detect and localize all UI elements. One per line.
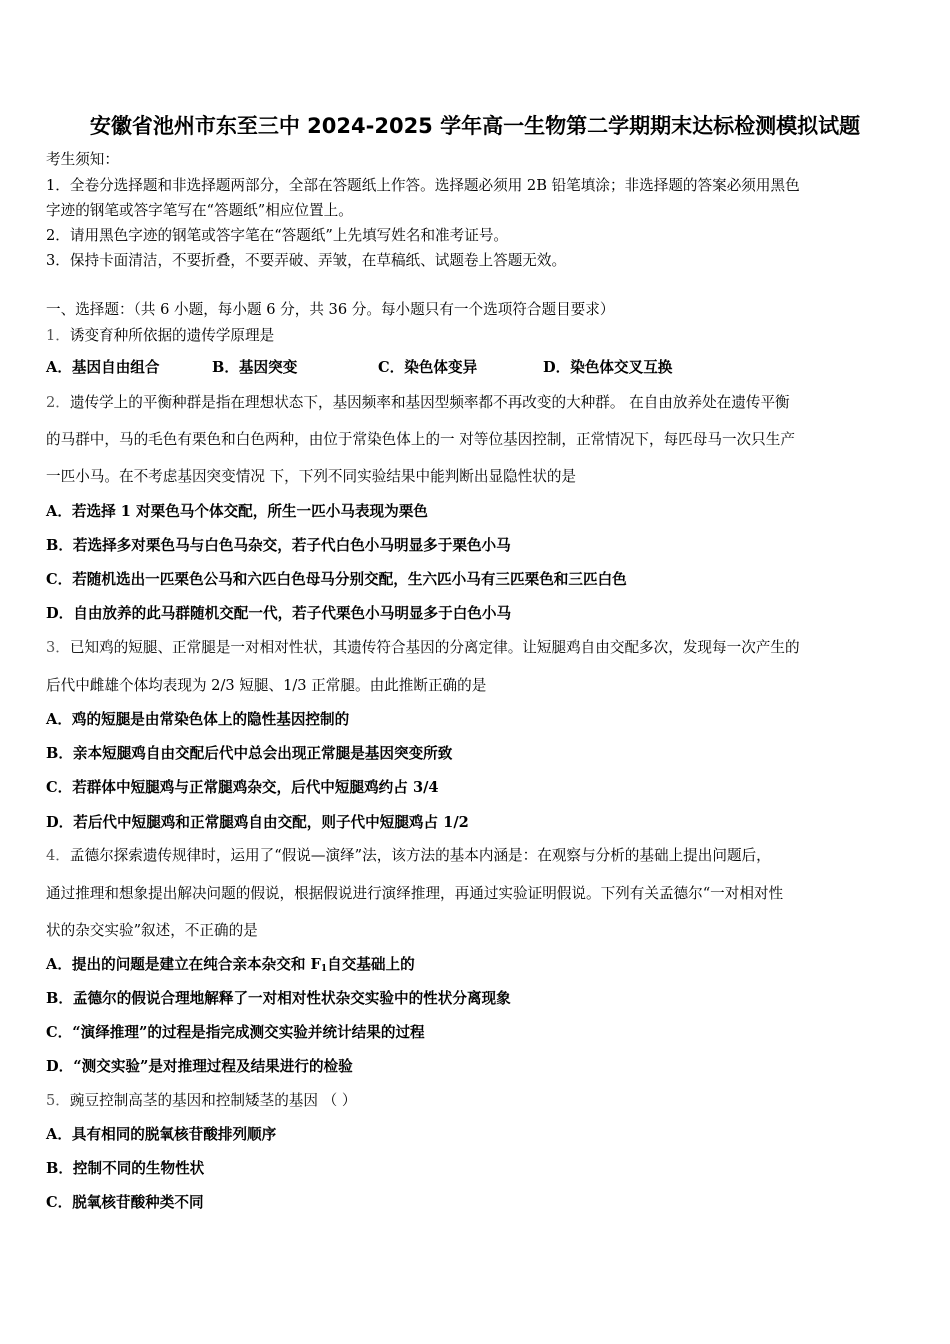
question-stem: 遗传学上的平衡种群是指在理想状态下，基因频率和基因型频率都不再改变的大种群。 在自由放养处在遗传平衡 — [69, 394, 790, 411]
option-d: D．自由放养的此马群随机交配一代，若子代栗色小马明显多于白色小马 — [46, 605, 512, 622]
subscript: 1 — [320, 964, 328, 974]
option-b: B．控制不同的生物性状 — [46, 1160, 205, 1177]
question-stem: 已知鸡的短腿、正常腿是一对相对性状，其遗传符合基因的分离定律。让短腿鸡自由交配多次，发现每一次产生的 — [69, 639, 800, 656]
notice-line: 字迹的钢笔或答字笔写在“答题纸”相应位置上。 — [46, 202, 353, 219]
question-stem: 一匹小马。在不考虑基因突变情况 下，下列不同实验结果中能判断出显隐性状的是 — [46, 468, 577, 485]
question-number: 2． — [46, 394, 70, 411]
option-b: B．亲本短腿鸡自由交配后代中总会出现正常腿是基因突变所致 — [46, 745, 453, 762]
notice-line: 2．请用黑色字迹的钢笔或答字笔在“答题纸”上先填写姓名和准考证号。 — [46, 227, 509, 244]
question-stem: 诱变育种所依据的遗传学原理是 — [69, 327, 275, 344]
section-heading: 一、选择题：（共 6 小题，每小题 6 分，共 36 分。每小题只有一个选项符合题目要求） — [46, 301, 615, 318]
question-5 — [46, 1091, 356, 1111]
notice-line: 1．全卷分选择题和非选择题两部分，全部在答题纸上作答。选择题必须用 2B 铅笔填涂；非选择题的答案必须用黑色 — [46, 177, 800, 194]
question-3 — [46, 638, 800, 658]
option-text: A．提出的问题是建立在纯合亲本杂交和 F — [46, 956, 321, 973]
option-c: C．若随机选出一匹栗色公马和六匹白色母马分别交配，生六匹小马有三匹栗色和三匹白色 — [46, 571, 627, 588]
question-1 — [46, 326, 274, 346]
option-d: D．染色体交叉互换 — [543, 359, 673, 376]
question-stem: 豌豆控制高茎的基因和控制矮茎的基因 （ ） — [69, 1092, 357, 1109]
option-text: 自交基础上的 — [327, 956, 415, 973]
page-title: 安徽省池州市东至三中 2024-2025 学年高一生物第二学期期末达标检测模拟试题 — [89, 114, 861, 138]
option-b: B．孟德尔的假说合理地解释了一对相对性状杂交实验中的性状分离现象 — [46, 990, 511, 1007]
option-a: A．鸡的短腿是由常染色体上的隐性基因控制的 — [46, 711, 350, 728]
question-number: 5． — [46, 1092, 70, 1109]
notice-heading: 考生须知： — [46, 151, 119, 168]
option-a: A．具有相同的脱氧核苷酸排列顺序 — [46, 1126, 277, 1143]
option-c: C．若群体中短腿鸡与正常腿鸡杂交，后代中短腿鸡约占 3/4 — [46, 779, 439, 796]
option-a — [46, 955, 415, 979]
question-stem: 通过推理和想象提出解决问题的假说，根据假说进行演绎推理，再通过实验证明假说。下列有关孟德尔“一对相对性 — [46, 885, 784, 902]
question-stem: 孟德尔探索遗传规律时，运用了“假说—演绎”法，该方法的基本内涵是：在观察与分析的基础上提出问题后， — [69, 847, 771, 864]
option-d: D．若后代中短腿鸡和正常腿鸡自由交配，则子代中短腿鸡占 1/2 — [46, 814, 469, 831]
question-number: 1． — [46, 327, 70, 344]
question-stem: 后代中雌雄个体均表现为 2/3 短腿、1/3 正常腿。由此推断正确的是 — [46, 677, 487, 694]
option-a: A．若选择 1 对栗色马个体交配，所生一匹小马表现为栗色 — [46, 503, 428, 520]
option-c: C．脱氧核苷酸种类不同 — [46, 1194, 204, 1211]
question-stem: 的马群中，马的毛色有栗色和白色两种，由位于常染色体上的一 对等位基因控制，正常情况下，每匹母马一次只生产 — [46, 431, 795, 448]
option-c: C．“演绎推理”的过程是指完成测交实验并统计结果的过程 — [46, 1024, 425, 1041]
question-stem: 状的杂交实验”叙述，不正确的是 — [46, 922, 258, 939]
option-a: A．基因自由组合 — [46, 359, 160, 376]
option-b: B．若选择多对栗色马与白色马杂交，若子代白色小马明显多于栗色小马 — [46, 537, 511, 554]
question-number: 4． — [46, 847, 70, 864]
option-c: C．染色体变异 — [378, 359, 478, 376]
option-d: D．“测交实验”是对推理过程及结果进行的检验 — [46, 1058, 353, 1075]
question-number: 3． — [46, 639, 70, 656]
question-4 — [46, 846, 771, 866]
notice-line: 3．保持卡面清洁，不要折叠，不要弄破、弄皱，在草稿纸、试题卷上答题无效。 — [46, 252, 567, 269]
question-2 — [46, 393, 790, 413]
option-b: B．基因突变 — [212, 359, 298, 376]
